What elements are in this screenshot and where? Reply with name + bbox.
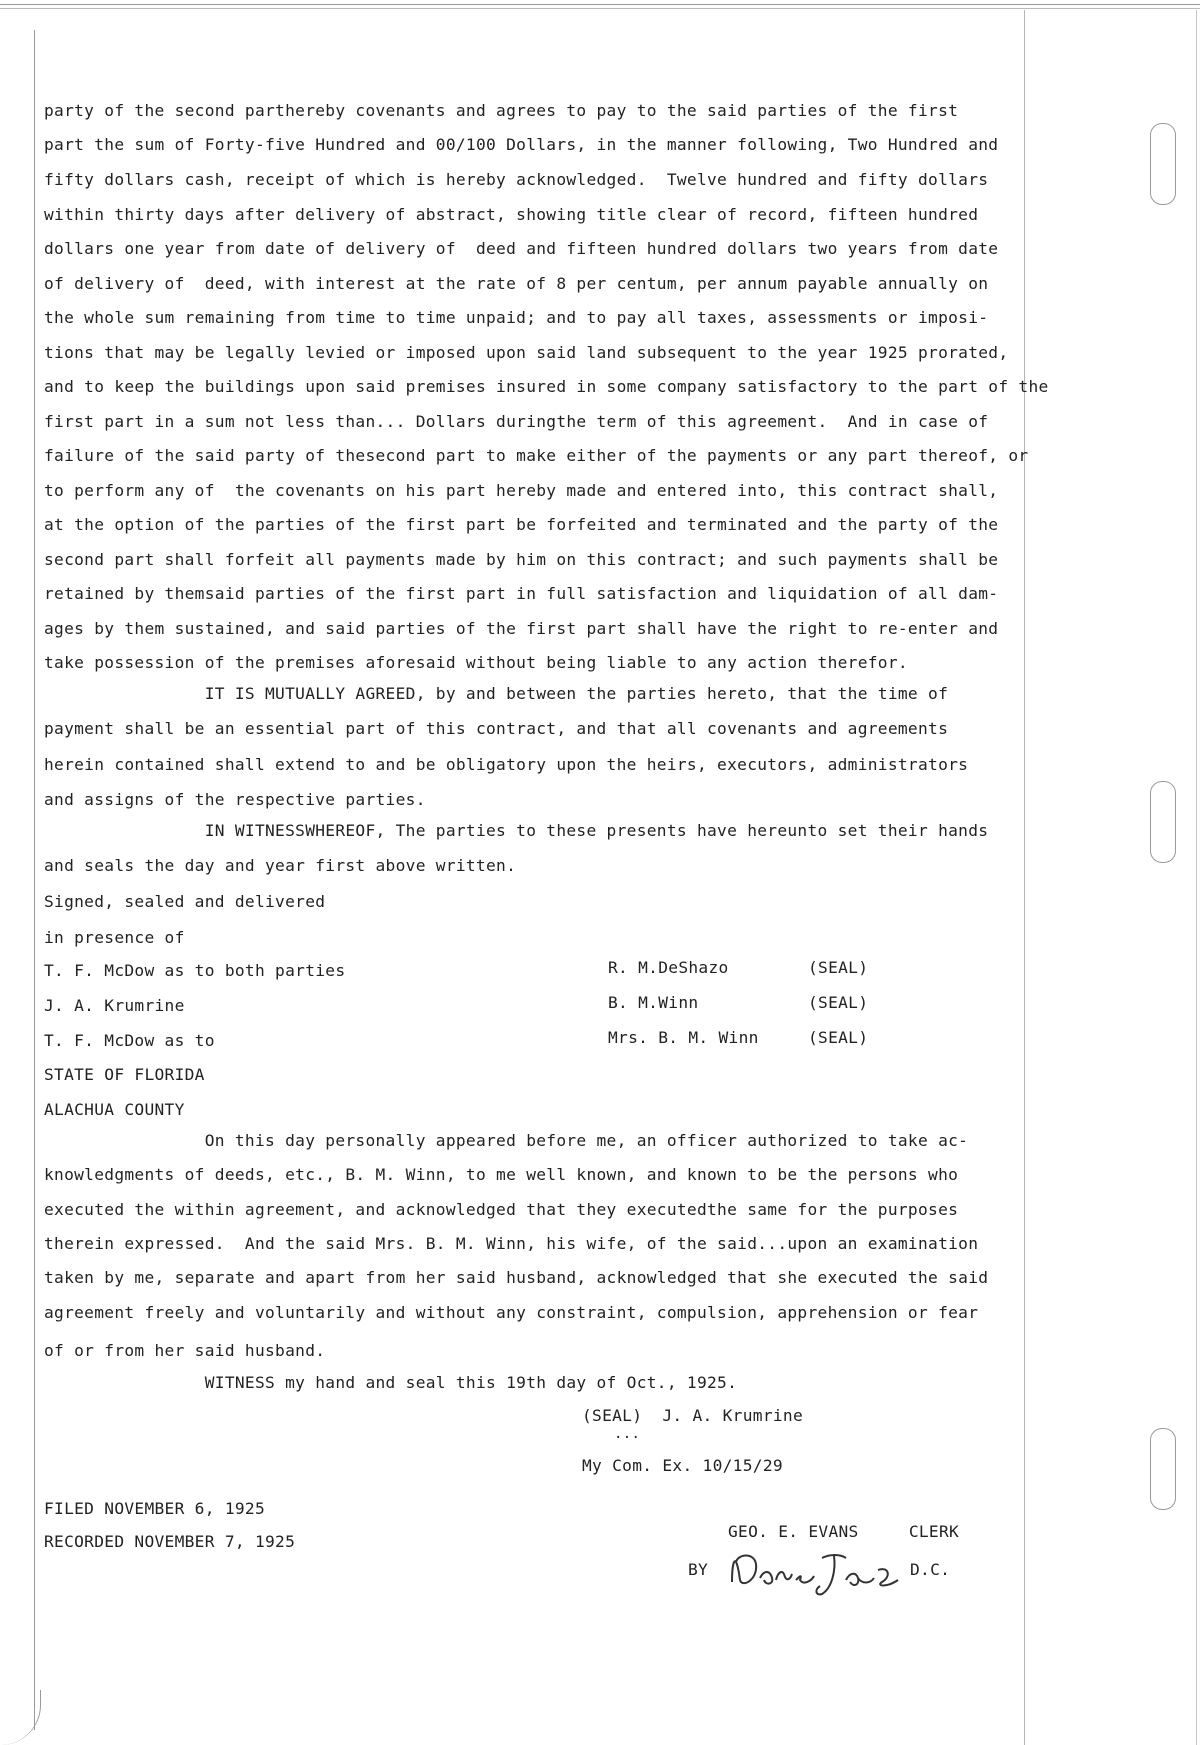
body-line: second part shall forfeit all payments made by him on this contract; and such payments shall be (44, 550, 999, 569)
body-line: fifty dollars cash, receipt of which is hereby acknowledged. Twelve hundred and fifty dollars (44, 170, 989, 189)
body-line: retained by themsaid parties of the first part in full satisfaction and liquidation of all dam- (44, 584, 999, 603)
signer-seal: (SEAL) (808, 1028, 869, 1047)
witness-line: T. F. McDow as to both parties (44, 961, 346, 980)
body-line: herein contained shall extend to and be obligatory upon the heirs, executors, administrators (44, 755, 969, 774)
body-line: at the option of the parties of the first part be forfeited and terminated and the party of the (44, 515, 999, 534)
page-corner-curve (0, 1690, 41, 1745)
deputy-clerk-signature (722, 1540, 922, 1600)
body-line: and seals the day and year first above written. (44, 856, 517, 875)
body-line: ages by them sustained, and said parties of the first part shall have the right to re-enter and (44, 619, 999, 638)
body-line: part the sum of Forty-five Hundred and 00/100 Dollars, in the manner following, Two Hundred and (44, 135, 999, 154)
body-line: tions that may be legally levied or imposed upon said land subsequent to the year 1925 prorated, (44, 343, 1009, 362)
body-line: in presence of (44, 928, 185, 947)
body-line: of delivery of deed, with interest at the rate of 8 per centum, per annum payable annually on (44, 274, 989, 293)
body-line: to perform any of the covenants on his part hereby made and entered into, this contract shall, (44, 481, 999, 500)
notary-dots: ... (614, 1426, 641, 1442)
body-line: the whole sum remaining from time to time unpaid; and to pay all taxes, assessments or imposi- (44, 308, 989, 327)
acknowledgment-line: taken by me, separate and apart from her said husband, acknowledged that she executed the said (44, 1268, 989, 1287)
clerk-name: GEO. E. EVANS CLERK (728, 1522, 960, 1541)
page-right-edge (1196, 10, 1197, 1745)
venue-state: STATE OF FLORIDA (44, 1065, 205, 1084)
signer-seal: (SEAL) (808, 993, 869, 1012)
deputy-clerk-label: D.C. (910, 1560, 951, 1579)
acknowledgment-line: knowledgments of deeds, etc., B. M. Winn, to me well known, and known to be the persons who (44, 1165, 959, 1184)
binder-hole-icon (1150, 1428, 1176, 1510)
signer-name: Mrs. B. M. Winn (608, 1028, 759, 1047)
body-line: take possession of the premises aforesaid without being liable to any action therefor. (44, 653, 908, 672)
right-margin-rule (1024, 10, 1025, 1745)
body-line: first part in a sum not less than... Dollars duringthe term of this agreement. And in case of (44, 412, 989, 431)
by-label: BY (688, 1560, 709, 1579)
acknowledgment-line: On this day personally appeared before me, an officer authorized to take ac- (44, 1131, 969, 1150)
recorded-date: RECORDED NOVEMBER 7, 1925 (44, 1532, 296, 1551)
body-line: and to keep the buildings upon said premises insured in some company satisfactory to the part of the (44, 377, 1049, 396)
venue-county: ALACHUA COUNTY (44, 1100, 185, 1119)
page-top-edge (0, 4, 1200, 9)
witness-line: J. A. Krumrine (44, 996, 185, 1015)
filed-date: FILED NOVEMBER 6, 1925 (44, 1499, 266, 1518)
body-line: payment shall be an essential part of this contract, and that all covenants and agreements (44, 719, 949, 738)
acknowledgment-line: therein expressed. And the said Mrs. B. M. Winn, his wife, of the said...upon an examination (44, 1234, 979, 1253)
signer-name: R. M.DeShazo (608, 958, 729, 977)
acknowledgment-line: executed the within agreement, and acknowledged that they executedthe same for the purposes (44, 1200, 959, 1219)
body-line: party of the second parthereby covenants and agrees to pay to the said parties of the first (44, 101, 959, 120)
left-margin-rule (34, 30, 35, 1730)
body-line: IN WITNESSWHEREOF, The parties to these presents have hereunto set their hands (44, 821, 989, 840)
acknowledgment-line: of or from her said husband. (44, 1341, 326, 1360)
notary-seal-line: (SEAL) J. A. Krumrine (582, 1406, 804, 1425)
signer-seal: (SEAL) (808, 958, 869, 977)
signer-name: B. M.Winn (608, 993, 699, 1012)
body-line: IT IS MUTUALLY AGREED, by and between the parties hereto, that the time of (44, 684, 949, 703)
binder-hole-icon (1150, 123, 1176, 205)
witness-line: T. F. McDow as to (44, 1031, 215, 1050)
acknowledgment-line: agreement freely and voluntarily and without any constraint, compulsion, apprehension or fear (44, 1303, 979, 1322)
notary-commission: My Com. Ex. 10/15/29 (582, 1456, 783, 1475)
body-line: failure of the said party of thesecond part to make either of the payments or any part thereof, or (44, 446, 1029, 465)
body-line: and assigns of the respective parties. (44, 790, 426, 809)
body-line: within thirty days after delivery of abstract, showing title clear of record, fifteen hundred (44, 205, 979, 224)
binder-hole-icon (1150, 781, 1176, 863)
body-line: dollars one year from date of delivery of deed and fifteen hundred dollars two years from date (44, 239, 999, 258)
acknowledgment-line: WITNESS my hand and seal this 19th day of Oct., 1925. (44, 1373, 738, 1392)
body-line: Signed, sealed and delivered (44, 892, 326, 911)
